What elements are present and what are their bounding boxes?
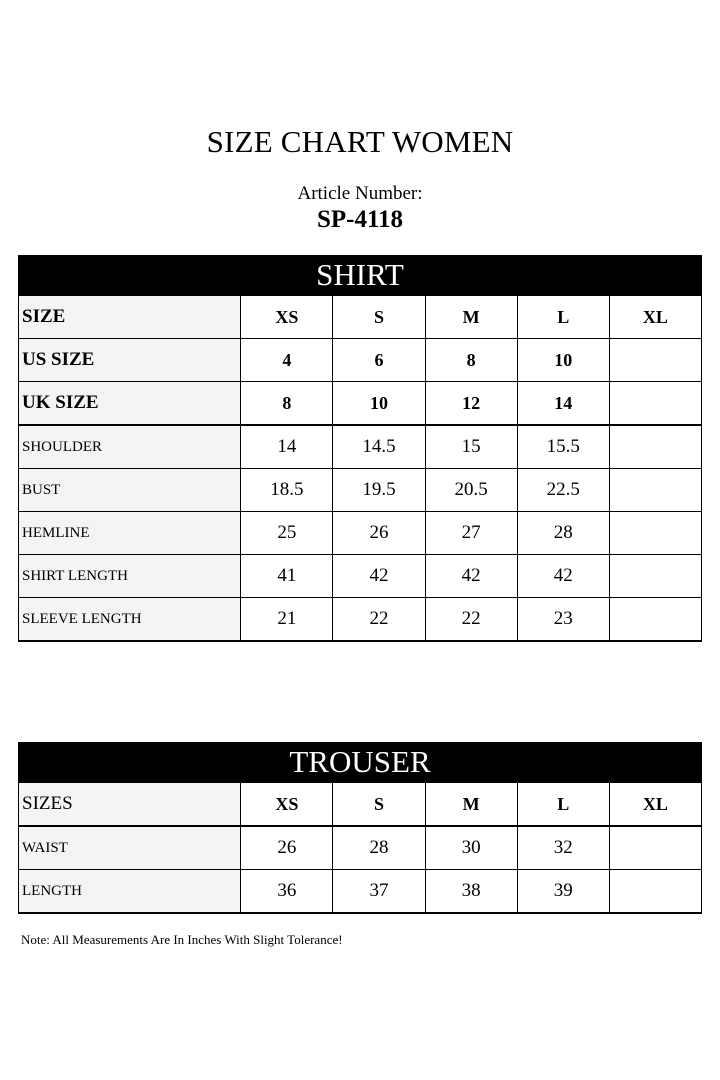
table-cell: 4	[241, 339, 333, 382]
table-cell: 8	[425, 339, 517, 382]
page-title: SIZE CHART WOMEN	[206, 124, 514, 159]
table-row	[19, 469, 702, 512]
table-cell	[609, 382, 701, 426]
table-cell: 41	[241, 555, 333, 598]
size-cell: S	[333, 783, 425, 827]
row-label: SLEEVE LENGTH	[19, 598, 241, 642]
size-cell: M	[425, 783, 517, 827]
measurement-note: Note: All Measurements Are In Inches With Slight Tolerance!	[21, 932, 343, 947]
table-cell: 14.5	[333, 425, 425, 469]
trouser-size-row	[19, 783, 702, 827]
row-label: SHIRT LENGTH	[19, 555, 241, 598]
size-cell: XL	[609, 296, 701, 339]
table-cell: 15.5	[517, 425, 609, 469]
table-cell	[609, 870, 701, 914]
row-label: UK SIZE	[19, 382, 241, 426]
table-cell: 12	[425, 382, 517, 426]
shirt-header: SHIRT	[18, 255, 702, 295]
table-cell: 42	[517, 555, 609, 598]
trouser-section	[18, 742, 702, 914]
table-cell: 25	[241, 512, 333, 555]
table-row	[19, 870, 702, 914]
table-cell: 38	[425, 870, 517, 914]
row-label: WAIST	[19, 826, 241, 870]
table-row	[19, 826, 702, 870]
table-row	[19, 555, 702, 598]
shirt-uk-size-row	[19, 382, 702, 426]
table-row	[19, 598, 702, 642]
table-cell: 22.5	[517, 469, 609, 512]
table-cell: 26	[333, 512, 425, 555]
row-label: HEMLINE	[19, 512, 241, 555]
table-cell	[609, 469, 701, 512]
shirt-size-row	[19, 296, 702, 339]
shirt-section	[18, 255, 702, 642]
table-cell: 23	[517, 598, 609, 642]
table-cell: 20.5	[425, 469, 517, 512]
table-cell: 18.5	[241, 469, 333, 512]
table-cell: 28	[333, 826, 425, 870]
row-label: BUST	[19, 469, 241, 512]
size-cell: XL	[609, 783, 701, 827]
table-cell: 14	[241, 425, 333, 469]
table-cell: 10	[333, 382, 425, 426]
table-cell: 15	[425, 425, 517, 469]
table-cell: 28	[517, 512, 609, 555]
table-cell	[609, 512, 701, 555]
article-number-label: Article Number:	[297, 183, 423, 204]
table-cell	[609, 339, 701, 382]
table-cell: 22	[425, 598, 517, 642]
table-cell	[609, 826, 701, 870]
shirt-size-table	[18, 295, 702, 642]
table-cell	[609, 425, 701, 469]
table-cell: 22	[333, 598, 425, 642]
row-label: LENGTH	[19, 870, 241, 914]
table-cell	[609, 598, 701, 642]
table-cell: 39	[517, 870, 609, 914]
row-label: SIZES	[19, 783, 241, 827]
trouser-header: TROUSER	[18, 742, 702, 782]
table-cell: 26	[241, 826, 333, 870]
table-cell: 36	[241, 870, 333, 914]
row-label: US SIZE	[19, 339, 241, 382]
table-cell: 14	[517, 382, 609, 426]
table-cell: 10	[517, 339, 609, 382]
size-cell: L	[517, 783, 609, 827]
table-cell: 42	[425, 555, 517, 598]
size-cell: XS	[241, 783, 333, 827]
row-label: SHOULDER	[19, 425, 241, 469]
size-cell: M	[425, 296, 517, 339]
article-number: SP-4118	[316, 206, 404, 233]
trouser-size-table	[18, 782, 702, 914]
table-cell: 30	[425, 826, 517, 870]
table-row	[19, 512, 702, 555]
table-cell: 27	[425, 512, 517, 555]
table-row	[19, 425, 702, 469]
shirt-us-size-row	[19, 339, 702, 382]
table-cell: 8	[241, 382, 333, 426]
row-label: SIZE	[19, 296, 241, 339]
table-cell: 32	[517, 826, 609, 870]
table-cell: 6	[333, 339, 425, 382]
size-cell: XS	[241, 296, 333, 339]
table-cell: 21	[241, 598, 333, 642]
table-cell	[609, 555, 701, 598]
table-cell: 19.5	[333, 469, 425, 512]
size-cell: S	[333, 296, 425, 339]
table-cell: 37	[333, 870, 425, 914]
table-cell: 42	[333, 555, 425, 598]
size-cell: L	[517, 296, 609, 339]
